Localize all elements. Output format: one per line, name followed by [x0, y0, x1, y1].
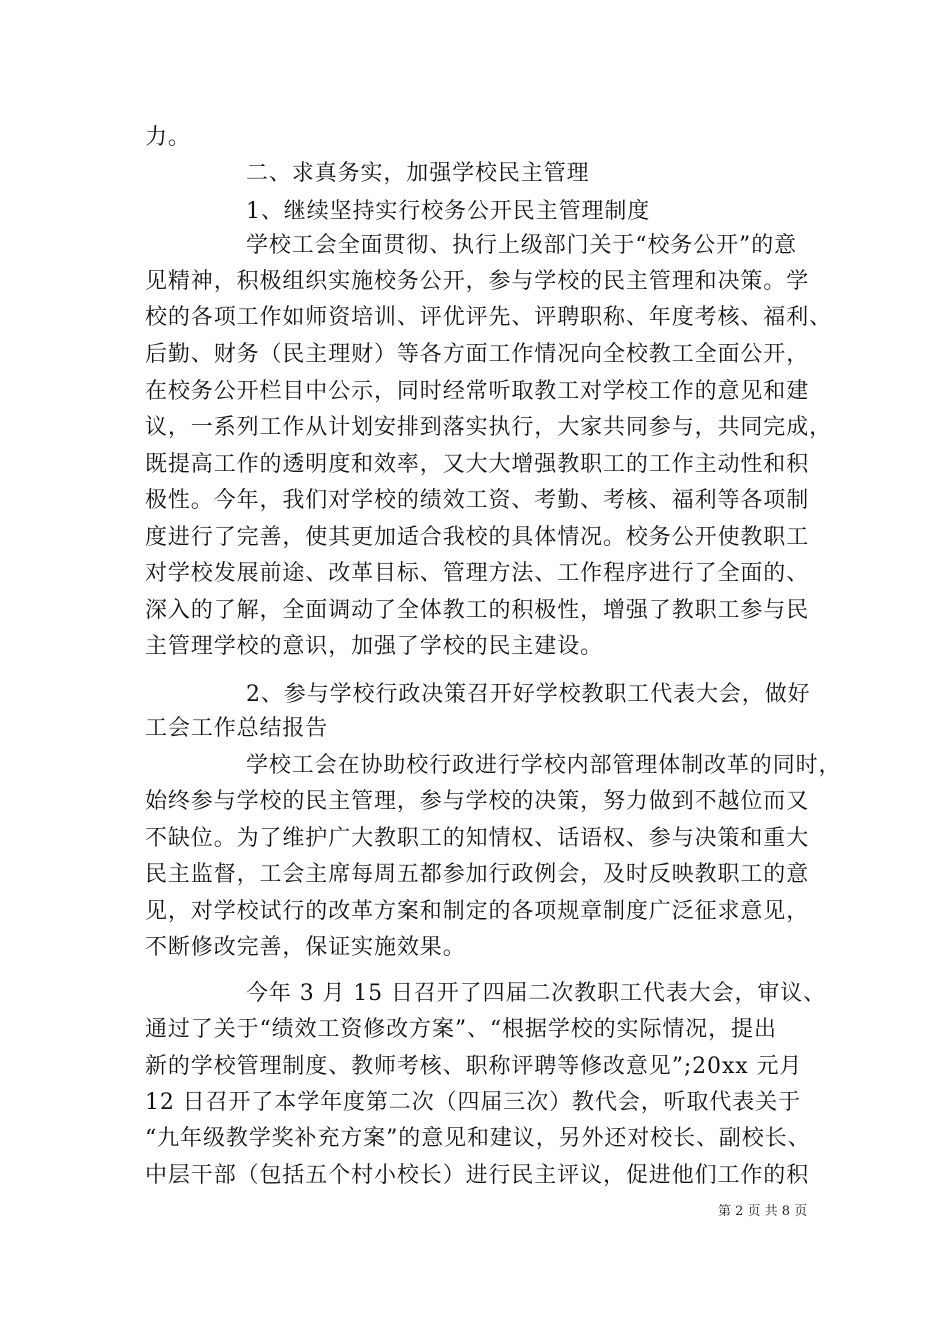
paragraph-line: 议，一系列工作从计划安排到落实执行，大家共同参与，共同完成，	[145, 415, 833, 440]
paragraph-line: 不缺位。为了维护广大教职工的知情权、话语权、参与决策和重大	[145, 826, 810, 851]
subsection-heading: 2、参与学校行政决策召开好学校教职工代表大会，做好	[246, 682, 811, 707]
paragraph-line: 既提高工作的透明度和效率，又大大增强教职工的工作主动性和积	[145, 452, 810, 477]
paragraph-line: 新的学校管理制度、教师考核、职称评聘等修改意见”;20xx 元月	[145, 1054, 803, 1079]
paragraph-line: 主管理学校的意识，加强了学校的民主建设。	[145, 634, 604, 659]
paragraph-line: 中层干部（包括五个村小校长）进行民主评议，促进他们工作的积	[145, 1163, 810, 1188]
subsection-heading: 1、继续坚持实行校务公开民主管理制度	[246, 199, 651, 224]
text-line: 力。	[145, 125, 191, 150]
paragraph-line: 学校工会全面贯彻、执行上级部门关于“校务公开”的意	[246, 233, 797, 258]
paragraph-line: 深入的了解，全面调动了全体教工的积极性，增强了教职工参与民	[145, 598, 810, 623]
paragraph-line: 对学校发展前途、改革目标、管理方法、工作程序进行了全面的、	[145, 561, 810, 586]
subsection-heading: 工会工作总结报告	[145, 716, 329, 741]
paragraph-line: 极性。今年，我们对学校的绩效工资、考勤、考核、福利等各项制	[145, 488, 810, 513]
paragraph-line: 不断修改完善，保证实施效果。	[145, 935, 466, 960]
paragraph-line: 校的各项工作如师资培训、评优评先、评聘职称、年度考核、福利、	[145, 305, 833, 330]
paragraph-line: 民主监督，工会主席每周五都参加行政例会，及时反映教职工的意	[145, 862, 810, 887]
paragraph-line: 度进行了完善，使其更加适合我校的具体情况。校务公开使教职工	[145, 525, 810, 550]
paragraph-line: 见精神，积极组织实施校务公开，参与学校的民主管理和决策。学	[145, 269, 810, 294]
page-number: 第 2 页 共 8 页	[718, 1204, 808, 1219]
paragraph-line: 学校工会在协助校行政进行学校内部管理体制改革的同时，	[246, 753, 842, 778]
paragraph-line: “九年级教学奖补充方案”的意见和建议，另外还对校长、副校长、	[145, 1126, 811, 1151]
paragraph-line: 12 日召开了本学年度第二次（四届三次）教代会，听取代表关于	[145, 1090, 801, 1115]
paragraph-line: 在校务公开栏目中公示，同时经常听取教工对学校工作的意见和建	[145, 379, 810, 404]
paragraph-line: 今年 3 月 15 日召开了四届二次教职工代表大会，审议、	[246, 981, 827, 1006]
paragraph-line: 始终参与学校的民主管理，参与学校的决策，努力做到不越位而又	[145, 789, 810, 814]
section-heading: 二、求真务实，加强学校民主管理	[246, 161, 590, 186]
paragraph-line: 后勤、财务（民主理财）等各方面工作情况向全校教工全面公开，	[145, 342, 810, 367]
paragraph-line: 见，对学校试行的改革方案和制定的各项规章制度广泛征求意见，	[145, 899, 810, 924]
paragraph-line: 通过了关于“绩效工资修改方案”、“根据学校的实际情况，提出	[145, 1017, 777, 1042]
